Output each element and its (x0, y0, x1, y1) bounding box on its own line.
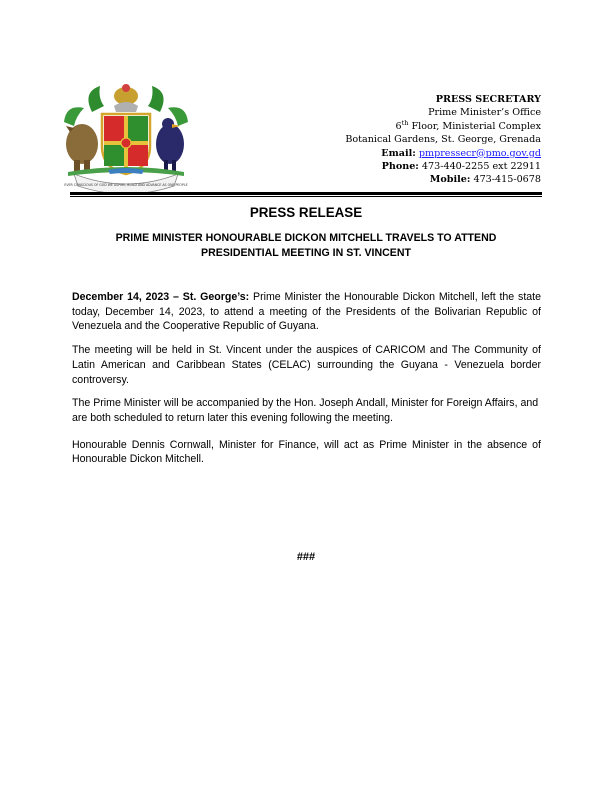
email-line (345, 147, 541, 160)
end-mark: ### (296, 551, 316, 563)
mobile-number: 473-415-0678 (473, 174, 541, 186)
email-label: Email: (381, 147, 416, 159)
paragraph-2: The meeting will be held in St. Vincent under the auspices of CARICOM and The Community of Latin American and Caribbean States (CELAC) surrounding the Guyana - Venezuela border controversy. (72, 344, 541, 386)
paragraph-4: Honourable Dennis Cornwall, Minister for Finance, will act as Prime Minister in the absence of Honourable Dickon Mitchell. (72, 438, 541, 466)
mobile-line (345, 173, 541, 186)
email-link[interactable]: pmpressecr@pmo.gov.gd (418, 147, 541, 159)
office-name: Prime Minister’s Office (428, 107, 541, 119)
paragraph-3: The Prime Minister will be accompanied by the Hon. Joseph Andall, Minister for Foreign Affairs, and are both scheduled to return later this evening following the meeting. (72, 397, 539, 424)
phone-number: 473-440-2255 ext 22911 (421, 161, 541, 173)
press-secretary-heading: PRESS SECRETARY (435, 94, 541, 105)
office-contact-block (345, 93, 541, 187)
document-title: PRESS RELEASE (249, 205, 363, 220)
motto-text: EVER CONSCIOUS OF GOD WE ASPIRE, BUILD AND ADVANCE AS ONE PEOPLE (64, 183, 188, 187)
paragraph-1: December 14, 2023 – St. George’s: Prime Minister the Honourable Dickon Mitchell, left the state today, December 14, 2023, to attend a meeting of the Presidents of the Bolivarian Republic of Venezuela and the Cooperative Republic of Guyana. (72, 291, 541, 333)
dateline: December 14, 2023 – St. George’s: (72, 291, 250, 303)
office-floor: 6th Floor, Ministerial Complex (395, 118, 541, 132)
office-address: Botanical Gardens, St. George, Grenada (345, 134, 541, 146)
release-headline: PRIME MINISTER HONOURABLE DICKON MITCHELL TRAVELS TO ATTEND PRESIDENTIAL MEETING IN ST. VINCENT (115, 232, 497, 259)
mobile-label: Mobile: (429, 174, 471, 186)
coat-of-arms-icon (52, 82, 200, 194)
header-divider-thin (70, 196, 542, 197)
phone-line (345, 160, 541, 173)
release-body (72, 290, 541, 476)
phone-label: Phone: (381, 161, 419, 173)
header-divider-thick (70, 192, 542, 195)
